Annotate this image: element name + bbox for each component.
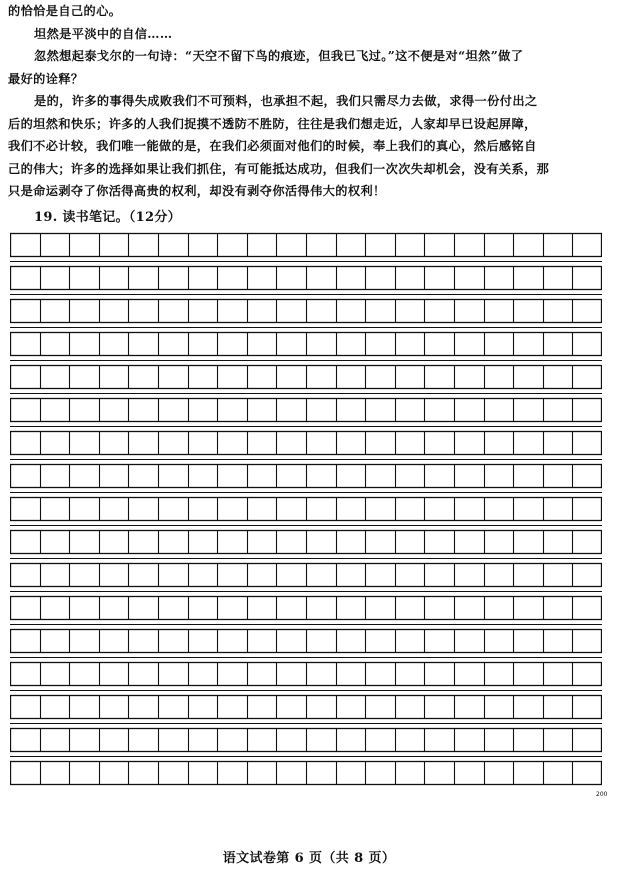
- passage-line: 忽然想起泰戈尔的一句诗：“天空不留下鸟的痕迹，但我已飞过。”这不便是对“坦然”做了: [34, 49, 524, 63]
- grid-row: [10, 333, 602, 361]
- answer-grid-lines: [10, 232, 602, 836]
- grid-row: [10, 432, 602, 460]
- passage-line: 是的，许多的事得失成败我们不可预料，也承担不起，我们只需尽力去做，求得一份付出之: [34, 94, 538, 108]
- passage-line: 后的坦然和快乐；许多的人我们捉摸不透防不胜防，往往是我们想走近，人家却早已设起屏障，: [8, 116, 537, 131]
- grid-row: [10, 564, 602, 592]
- passage-line: 最好的诠释？: [8, 71, 84, 86]
- question-heading: 19. 读书笔记。（12分）: [34, 210, 181, 225]
- grid-row: [10, 465, 602, 493]
- passage-text: [8, 0, 608, 203]
- grid-row: [10, 399, 602, 427]
- grid-row: [10, 729, 602, 757]
- grid-row: [10, 498, 602, 526]
- grid-row: [10, 696, 602, 724]
- grid-row: [10, 531, 602, 559]
- page-footer: 语文试卷第 6 页（共 8 页）: [222, 851, 396, 866]
- passage-line: 我们不必计较，我们唯一能做的是，在我们必须面对他们的时候，奉上我们的真心，然后感铭自: [8, 139, 537, 153]
- grid-row: [10, 597, 602, 625]
- passage-line: 的恰恰是自己的心。: [8, 4, 122, 18]
- answer-grid[interactable]: [10, 232, 608, 836]
- grid-row: [10, 630, 602, 658]
- grid-row: [10, 663, 602, 691]
- word-count-mark: 200: [596, 791, 608, 798]
- grid-row: [10, 234, 602, 262]
- grid-row: [10, 366, 602, 394]
- grid-row: [11, 762, 602, 785]
- grid-row: [10, 267, 602, 295]
- passage-line: 只是命运剥夺了你活得高贵的权利，却没有剥夺你活得伟大的权利！: [8, 184, 386, 198]
- passage-line: 坦然是平淡中的自信……: [34, 26, 173, 41]
- grid-row: [10, 300, 602, 328]
- passage-line: 己的伟大；许多的选择如果让我们抓住，有可能抵达成功，但我们一次次失却机会，没有关系，那: [8, 161, 550, 176]
